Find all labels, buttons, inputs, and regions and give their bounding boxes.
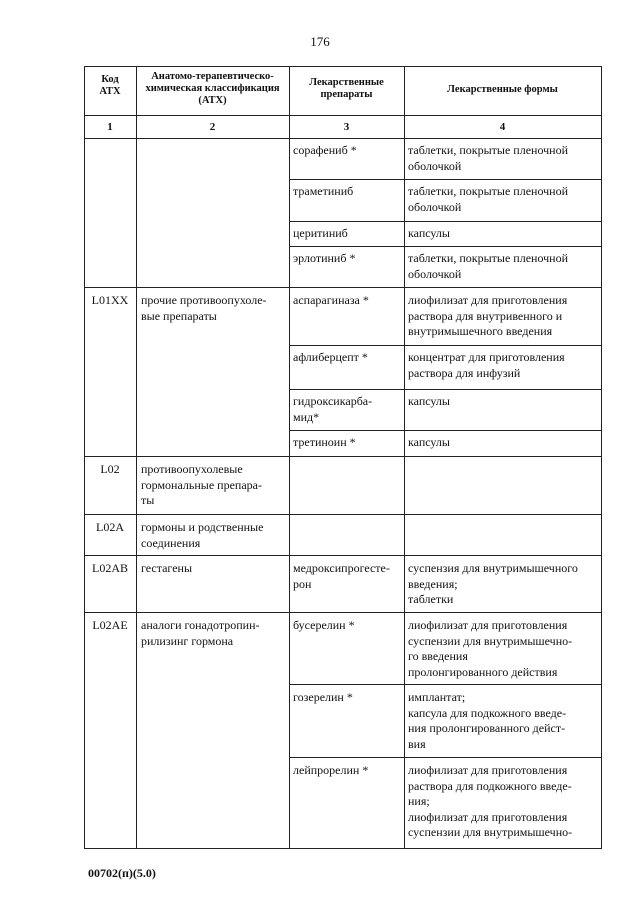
row-divider: [84, 514, 602, 515]
row-divider: [289, 389, 602, 390]
drug-name: гозерелин *: [293, 690, 353, 704]
row-divider: [289, 246, 602, 247]
atc-code: L02AE: [92, 618, 128, 632]
dosage-form: таблетки, покрытые пленочной оболочкой: [408, 184, 569, 214]
column-number: 4: [499, 121, 506, 133]
drug-name: траметиниб: [293, 184, 354, 198]
drug-name: сорафениб *: [293, 143, 357, 157]
dosage-form: лиофилизат для приготовления суспензии для внутримышечно- го введения пролонгированного действия: [408, 618, 573, 679]
row-divider: [84, 555, 602, 556]
page-number: 176: [310, 34, 330, 49]
row-divider: [84, 456, 602, 457]
table-left-border: [84, 66, 85, 849]
dosage-form: лиофилизат для приготовления раствора для внутривенного и внутримышечного введения: [408, 293, 568, 338]
header-atc-code: Код АТХ: [99, 74, 121, 97]
header-dosage-forms: Лекарственные формы: [447, 84, 558, 95]
drug-name: эрлотиниб *: [293, 251, 356, 265]
row-divider: [289, 179, 602, 180]
drug-name: третиноин *: [293, 435, 356, 449]
dosage-form: капсулы: [408, 226, 450, 240]
atc-code: L01XX: [91, 293, 129, 307]
header-drugs: Лекарственные препараты: [309, 77, 384, 100]
footer-code: 00702(п)(5.0): [88, 866, 156, 880]
atc-class-name: прочие противоопухоле- вые препараты: [141, 293, 267, 323]
column-number: 3: [343, 121, 350, 133]
atc-code: L02A: [96, 520, 124, 534]
header-divider: [84, 115, 602, 116]
column-number: 2: [209, 121, 216, 133]
dosage-form: суспензия для внутримышечного введения; таблетки: [408, 561, 578, 606]
drug-name: церитиниб: [293, 226, 348, 240]
dosage-form: таблетки, покрытые пленочной оболочкой: [408, 143, 569, 173]
numbers-divider: [84, 138, 602, 139]
row-divider: [289, 757, 602, 758]
drug-name: афлиберцепт *: [293, 350, 368, 364]
header-atc-classification: Анатомо-терапевтическо- химическая классификация (АТХ): [145, 71, 280, 106]
drug-name: бусерелин *: [293, 618, 355, 632]
column-divider: [136, 66, 137, 849]
row-divider: [289, 684, 602, 685]
row-divider: [84, 612, 602, 613]
row-divider: [84, 287, 602, 288]
atc-code: L02AB: [92, 561, 128, 575]
row-divider: [289, 221, 602, 222]
drug-name: медроксипрогесте- рон: [293, 561, 390, 591]
atc-class-name: гормоны и родственные соединения: [141, 520, 264, 550]
atc-class-name: аналоги гонадотропин- рилизинг гормона: [141, 618, 260, 648]
drug-name: лейпрорелин *: [293, 763, 369, 777]
drug-name: аспарагиназа *: [293, 293, 369, 307]
dosage-form: капсулы: [408, 394, 450, 408]
dosage-form: капсулы: [408, 435, 450, 449]
dosage-form: концентрат для приготовления раствора для инфузий: [408, 350, 565, 380]
row-divider: [289, 430, 602, 431]
dosage-form: лиофилизат для приготовления раствора для подкожного введе- ния; лиофилизат для приготовления суспензии для внутримышечно-: [408, 763, 573, 839]
row-divider: [289, 345, 602, 346]
table-top-border: [84, 66, 602, 67]
drug-name: гидроксикарба- мид*: [293, 394, 373, 424]
column-divider: [289, 66, 290, 849]
table-bottom-border: [84, 848, 602, 849]
table-right-border: [601, 66, 602, 849]
column-number: 1: [107, 121, 113, 133]
dosage-form: таблетки, покрытые пленочной оболочкой: [408, 251, 569, 281]
column-divider: [404, 66, 405, 849]
atc-code: L02: [100, 462, 120, 476]
atc-class-name: противоопухолевые гормональные препара- ты: [141, 462, 262, 507]
atc-class-name: гестагены: [141, 561, 193, 575]
dosage-form: имплантат; капсула для подкожного введе- ния пролонгированного дейст- вия: [408, 690, 567, 751]
